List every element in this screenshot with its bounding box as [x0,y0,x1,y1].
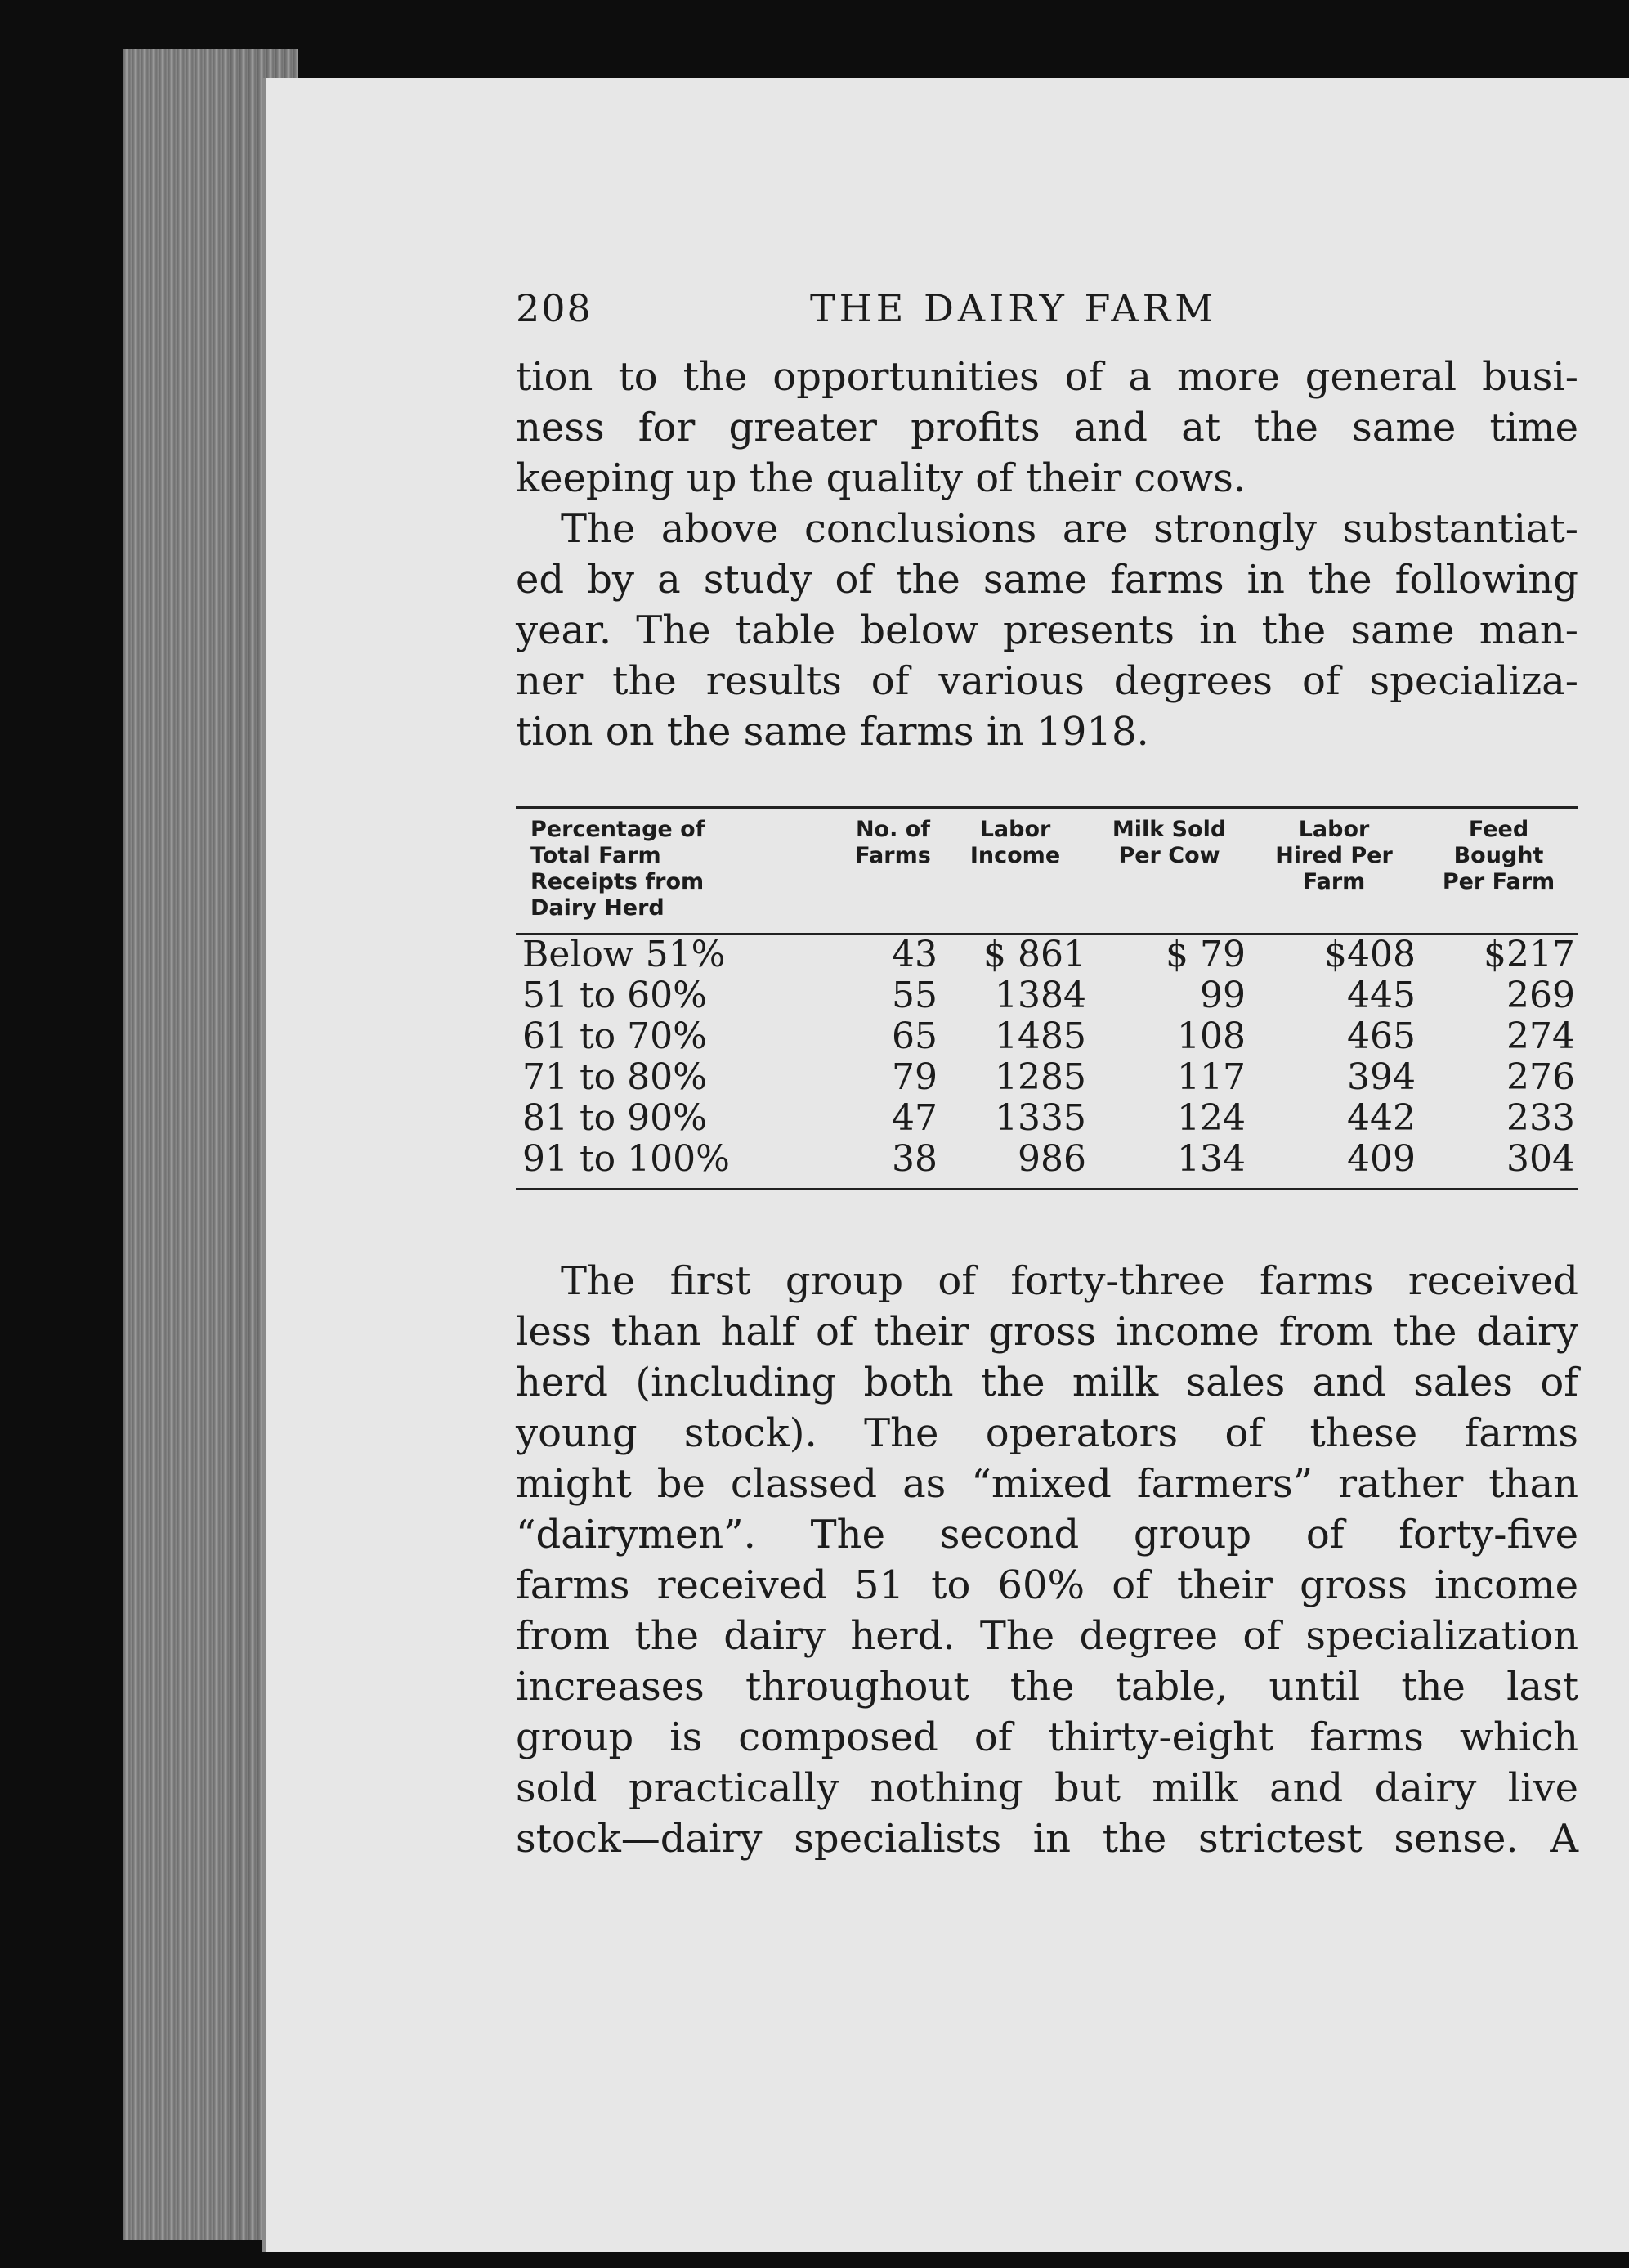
paragraph-3 [516,1256,1578,1864]
table-cell: 124 [1177,1097,1246,1139]
header-line: Receipts from [530,869,705,894]
text-line: herd (including both the milk sales and sales of [516,1360,1578,1405]
header-line: Feed [1468,817,1529,842]
header-line: No. of [855,817,931,842]
text-line: group is composed of thirty-eight farms which [516,1714,1578,1760]
table-cell: 99 [1200,975,1246,1016]
text-line: young stock). The operators of these farms [516,1410,1578,1456]
table-cell: $ 79 [1166,934,1246,975]
header-line: Labor [1298,817,1370,842]
table-cell: Below 51% [522,934,726,975]
table-cell: $408 [1324,934,1416,975]
text-line: The above conclusions are strongly substantiat- [561,506,1578,552]
paragraph-2 [516,504,1578,757]
table-cell: 71 to 80% [522,1056,707,1098]
text-line: sold practically nothing but milk and dairy live [516,1765,1578,1811]
table-cell: 55 [892,975,938,1016]
table-cell: 394 [1347,1056,1416,1098]
table-cell: 1285 [995,1056,1086,1098]
table-row [516,1139,1578,1188]
table-cell: 79 [892,1056,938,1098]
text-line: from the dairy herd. The degree of specialization [516,1613,1578,1659]
table-row [516,1057,1578,1098]
text-line: The first group of forty-three farms received [561,1258,1578,1304]
text-line: tion on the same farms in 1918. [516,709,1149,755]
column-header-farms [845,809,941,933]
text-line: farms received 51 to 60% of their gross income [516,1562,1578,1608]
table-cell: 65 [892,1015,938,1057]
table-bottom-rule [516,1188,1578,1190]
table-row [516,975,1578,1016]
column-header-labor-income [941,809,1090,933]
running-head [516,286,1578,352]
table-cell: 269 [1506,975,1575,1016]
header-line: Farm [1302,869,1366,894]
book-title: THE DAIRY FARM [810,286,1218,330]
table-cell: $217 [1484,934,1575,975]
table-cell: 43 [892,934,938,975]
header-line: Total Farm [530,843,661,868]
table-cell: 38 [892,1138,938,1180]
table-cell: 986 [1018,1138,1086,1180]
table-cell: 1335 [995,1097,1086,1139]
table-cell: 51 to 60% [522,975,707,1016]
table-cell: 108 [1177,1015,1246,1057]
table-cell: 445 [1347,975,1416,1016]
column-header-milk-sold [1090,809,1249,933]
specialization-table [516,806,1578,1190]
text-line: keeping up the quality of their cows. [516,455,1246,501]
data-table [516,809,1578,1188]
table-row [516,1098,1578,1139]
table-cell: 61 to 70% [522,1015,707,1057]
column-header-labor-hired [1249,809,1419,933]
header-line: Labor [979,817,1051,842]
text-line: might be classed as “mixed farmers” rather than [516,1461,1578,1507]
table-cell: 1485 [995,1015,1086,1057]
table-cell: 274 [1506,1015,1575,1057]
header-line: Percentage of [530,817,705,842]
table-cell: 81 to 90% [522,1097,707,1139]
header-line: Farms [855,843,931,868]
header-line: Income [969,843,1061,868]
table-cell: 465 [1347,1015,1416,1057]
text-line: increases throughout the table, until the last [516,1664,1578,1710]
table-cell: 1384 [995,975,1086,1016]
text-line: ed by a study of the same farms in the following [516,557,1578,603]
text-line: ner the results of various degrees of specializa- [516,658,1578,704]
table-cell: $ 861 [983,934,1086,975]
paragraph-1 [516,352,1578,504]
column-header-percentage [516,809,845,933]
table-cell: 117 [1177,1056,1246,1098]
table-cell: 134 [1177,1138,1246,1180]
table-row [516,935,1578,975]
text-line: less than half of their gross income from the dairy [516,1309,1578,1355]
table-cell: 276 [1506,1056,1575,1098]
column-header-feed-bought [1419,809,1578,933]
header-line: Hired Per [1275,843,1393,868]
table-header-row [516,809,1578,933]
table-cell: 304 [1506,1138,1575,1180]
header-line: Milk Sold [1112,817,1227,842]
text-line: tion to the opportunities of a more general busi- [516,354,1578,400]
table-row [516,1016,1578,1057]
table-cell: 47 [892,1097,938,1139]
text-line: “dairymen”. The second group of forty-five [516,1512,1578,1558]
header-line: Per Cow [1118,843,1220,868]
text-line: stock—dairy specialists in the strictest sense. A [516,1816,1578,1862]
page-content [516,286,1578,1864]
text-line: ness for greater profits and at the same time [516,405,1578,450]
book-page [262,78,1629,2252]
page-number: 208 [516,286,593,330]
table-cell: 91 to 100% [522,1138,730,1180]
table-cell: 409 [1347,1138,1416,1180]
text-line: year. The table below presents in the same man- [516,607,1578,653]
header-line: Per Farm [1442,869,1555,894]
table-cell: 233 [1506,1097,1575,1139]
header-line: Dairy Herd [530,895,665,921]
header-line: Bought [1453,843,1544,868]
table-cell: 442 [1347,1097,1416,1139]
